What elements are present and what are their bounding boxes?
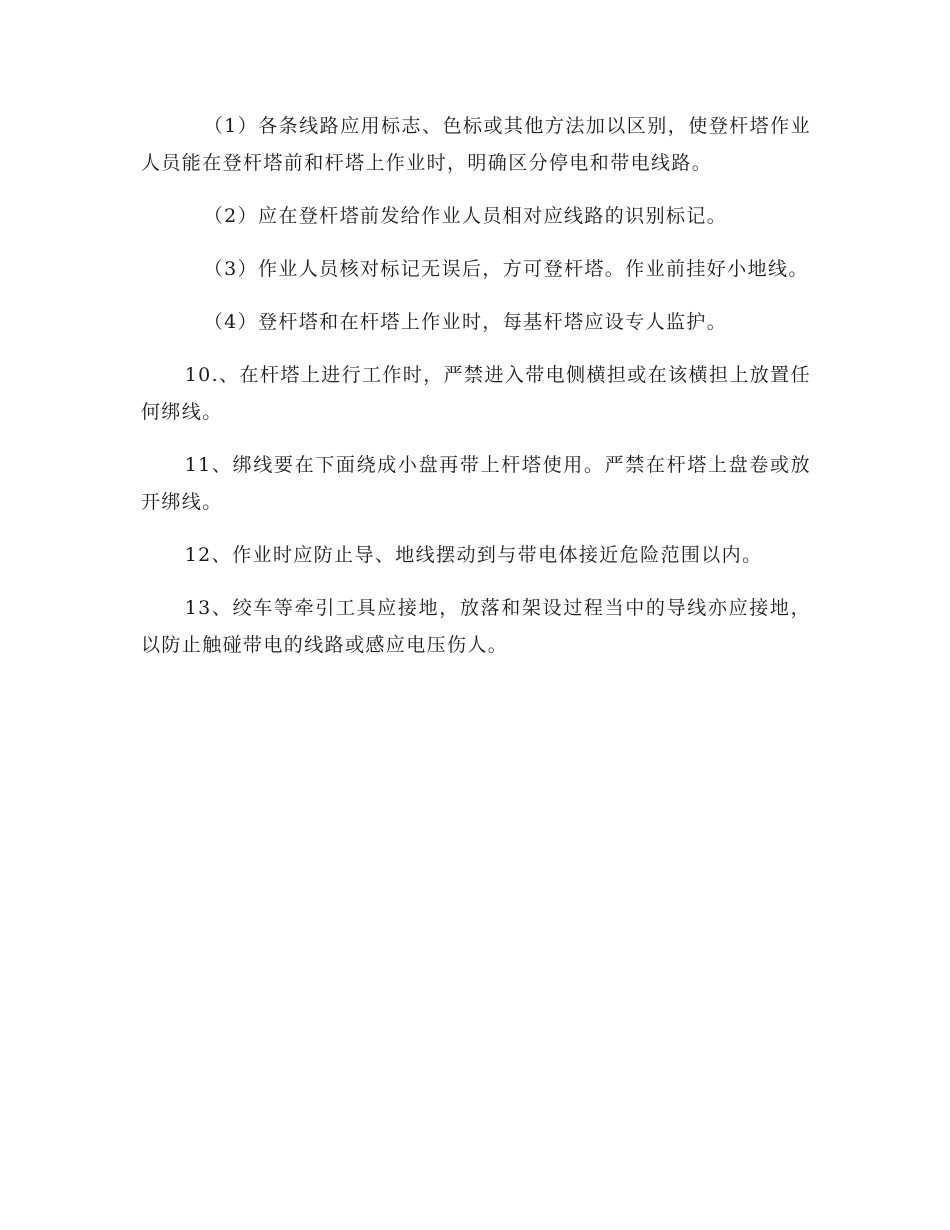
- paragraph-sub-2: （2）应在登杆塔前发给作业人员相对应线路的识别标记。: [203, 205, 728, 227]
- paragraph-sub-1: （1）各条线路应用标志、色标或其他方法加以区别，使登杆塔作业人员能在登杆塔前和杆塔上作业时，明确区分停电和带电线路。: [141, 115, 811, 174]
- paragraph-item-10: 10.、在杆塔上进行工作时，严禁进入带电侧横担或在该横担上放置任何绑线。: [141, 364, 811, 423]
- paragraph-sub-4: （4）登杆塔和在杆塔上作业时，每基杆塔应设专人监护。: [203, 311, 728, 333]
- document-body: [141, 108, 811, 680]
- paragraph-item-12: 12、作业时应防止导、地线摆动到与带电体接近危险范围以内。: [184, 544, 763, 566]
- paragraph-item-13: 13、绞车等牵引工具应接地，放落和架设过程当中的导线亦应接地，以防止触碰带电的线路或感应电压伤人。: [141, 597, 811, 656]
- paragraph-sub-3: （3）作业人员核对标记无误后，方可登杆塔。作业前挂好小地线。: [203, 258, 809, 280]
- paragraph-item-11: 11、绑线要在下面绕成小盘再带上杆塔使用。严禁在杆塔上盘卷或放开绑线。: [141, 454, 811, 513]
